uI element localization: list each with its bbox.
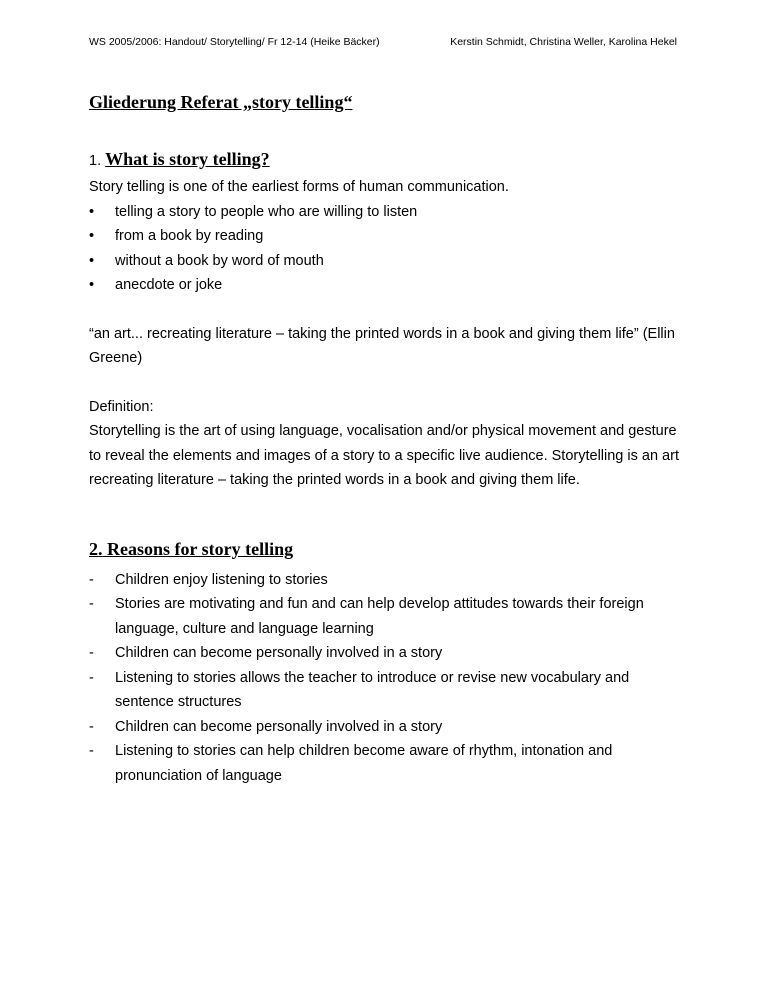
- list-item: - Children can become personally involved in a story: [89, 641, 689, 666]
- dash-icon: -: [89, 645, 94, 661]
- section-1-heading: [89, 149, 689, 171]
- dash-icon: -: [89, 596, 94, 612]
- section-1-number: 1.: [89, 153, 102, 169]
- section-1-bullet-list: [89, 200, 689, 298]
- dash-icon: -: [89, 571, 94, 588]
- list-item: • anecdote or joke: [89, 273, 689, 298]
- list-item: • telling a story to people who are willing to listen: [89, 200, 689, 225]
- list-item: - Listening to stories allows the teacher to introduce or revise new vocabulary and sentence structures: [89, 666, 689, 715]
- section-1-intro: Story telling is one of the earliest forms of human communication.: [89, 179, 509, 195]
- dash-icon: -: [89, 743, 94, 759]
- list-item: - Listening to stories can help children become aware of rhythm, intonation and pronunciation of language: [89, 739, 689, 788]
- header-authors: Kerstin Schmidt, Christina Weller, Karolina Hekel: [450, 36, 677, 48]
- dash-icon: -: [89, 669, 94, 686]
- quote-ellin-greene: “an art... recreating literature – taking the printed words in a book and giving them life” (Ellin Greene): [89, 325, 675, 366]
- page-header: [89, 36, 677, 48]
- bullet-icon: •: [89, 277, 95, 293]
- list-item: - Stories are motivating and fun and can help develop attitudes towards their foreign language, culture and language learning: [89, 592, 689, 641]
- section-2-list: [89, 568, 689, 789]
- section-1-title: What is story telling?: [105, 149, 270, 169]
- list-item: - Children enjoy listening to stories: [89, 568, 689, 593]
- definition-text: Storytelling is the art of using language, vocalisation and/or physical movement and gesture to reveal the elements and images of a story to a specific live audience. Storytelling is an art recreating literature – taking the printed words in a book and giving them life.: [89, 423, 679, 488]
- bullet-icon: •: [89, 252, 95, 269]
- document-title: Gliederung Referat „story telling“: [89, 92, 353, 112]
- dash-icon: -: [89, 718, 94, 735]
- bullet-icon: •: [89, 228, 95, 244]
- document-body: [89, 92, 689, 788]
- header-course-info: WS 2005/2006: Handout/ Storytelling/ Fr 12-14 (Heike Bäcker): [89, 36, 380, 48]
- definition-label: Definition:: [89, 398, 154, 415]
- bullet-icon: •: [89, 203, 95, 220]
- list-item: • from a book by reading: [89, 224, 689, 249]
- section-2-heading: 2. Reasons for story telling: [89, 538, 294, 559]
- list-item: • without a book by word of mouth: [89, 249, 689, 274]
- list-item: - Children can become personally involved in a story: [89, 715, 689, 740]
